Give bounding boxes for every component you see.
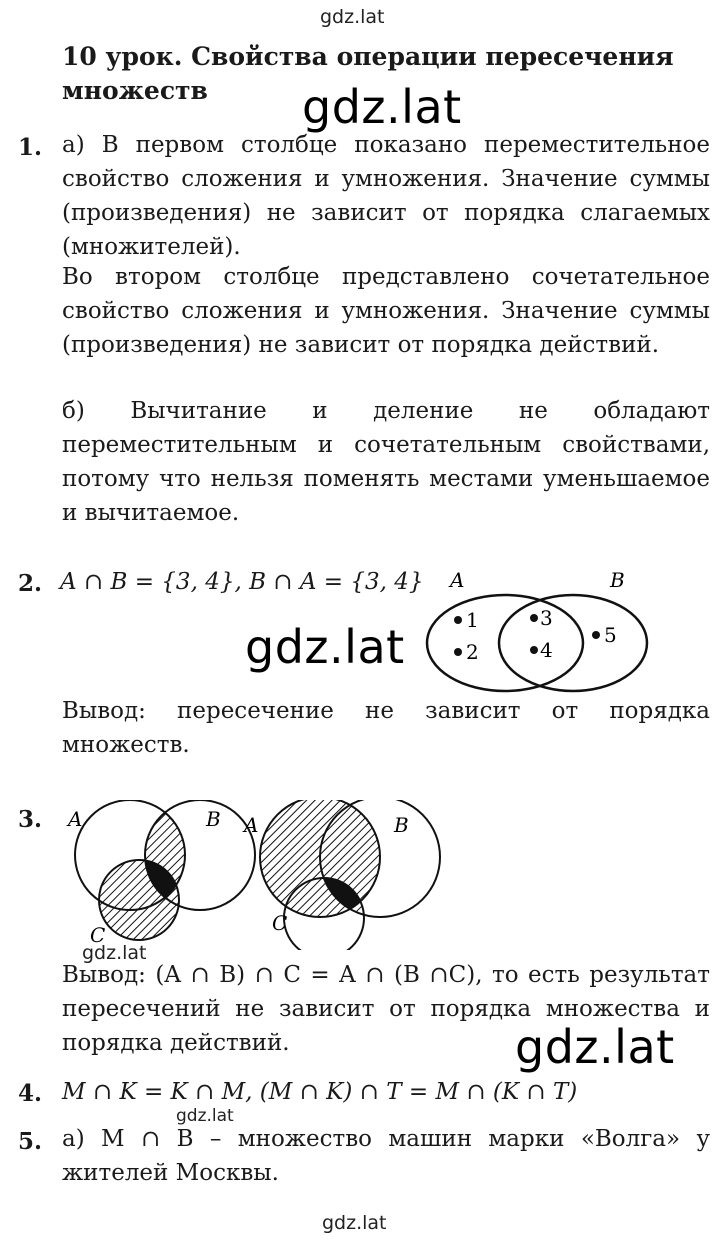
lesson-title: 10 урок. Свойства операции пересечения множеств [62, 42, 674, 105]
task-4-number: 4. [18, 1080, 43, 1107]
venn3a-label-c: C [90, 923, 106, 947]
venn3b-label-b: B [394, 813, 409, 837]
point-4 [530, 646, 538, 654]
venn3b-label-c: C [272, 911, 288, 935]
task-2-conclusion: Вывод: пересечение не зависит от порядка множеств. [62, 698, 710, 758]
task-3-number: 3. [18, 806, 43, 833]
task-2-formula: A ∩ B = {3, 4}, B ∩ A = {3, 4} [60, 569, 424, 595]
label-5: 5 [604, 623, 617, 647]
label-4: 4 [540, 638, 553, 662]
venn-diagram-3a [66, 800, 255, 947]
venn2-label-a: A [450, 568, 465, 592]
watermark-top: gdz.lat [320, 6, 385, 28]
venn-diagram-task2 [410, 565, 660, 705]
venn-diagram-3b [242, 800, 440, 950]
point-1 [454, 616, 462, 624]
task-5-text: а) M ∩ B – множество машин марки «Волга» у жителей Москвы. [62, 1126, 710, 1186]
set-a-ellipse [427, 595, 583, 691]
task-2-number: 2. [18, 570, 43, 597]
venn3b-label-a: A [244, 813, 259, 837]
venn3a-label-b: B [206, 807, 221, 831]
venn3a-label-a: A [68, 807, 83, 831]
watermark-formula: gdz.lat [176, 1106, 234, 1126]
label-2: 2 [466, 640, 479, 664]
point-5 [592, 631, 600, 639]
task-4-formula: M ∩ K = K ∩ M, (M ∩ K) ∩ T = M ∩ (K ∩ T) [62, 1079, 578, 1105]
watermark-mid: gdz.lat [245, 620, 405, 674]
watermark-right: gdz.lat [515, 1020, 675, 1074]
label-3: 3 [540, 606, 553, 630]
watermark-venn: gdz.lat [82, 942, 147, 964]
watermark-title: gdz.lat [302, 80, 462, 134]
task-1-number: 1. [18, 134, 43, 161]
task-1-part-a2: Во втором столбце представлено сочетательное свойство сложения и умножения. Значение суммы (произведения) не зависит от порядка действий. [62, 264, 710, 358]
label-1: 1 [466, 608, 479, 632]
venn2-label-b: B [610, 568, 625, 592]
task-3-conclusion: Вывод: (A ∩ B) ∩ C = A ∩ (B ∩C), то есть результат пересечений не зависит от порядка множества и порядка действий. [62, 962, 710, 1056]
set-b-ellipse [499, 595, 647, 691]
task-5-number: 5. [18, 1128, 43, 1155]
watermark-bottom: gdz.lat [322, 1212, 387, 1234]
point-3 [530, 614, 538, 622]
venn-diagrams-task3 [60, 800, 480, 950]
task-1-part-b: б) Вычитание и деление не обладают переместительным и сочетательным свойствами, потому что нельзя поменять местами уменьшаемое и вычитаемое. [62, 398, 710, 526]
task-1-part-a: а) В первом столбце показано переместительное свойство сложения и умножения. Значение суммы (произведения) не зависит от порядка слагаемых (множителей). [62, 132, 710, 260]
point-2 [454, 648, 462, 656]
